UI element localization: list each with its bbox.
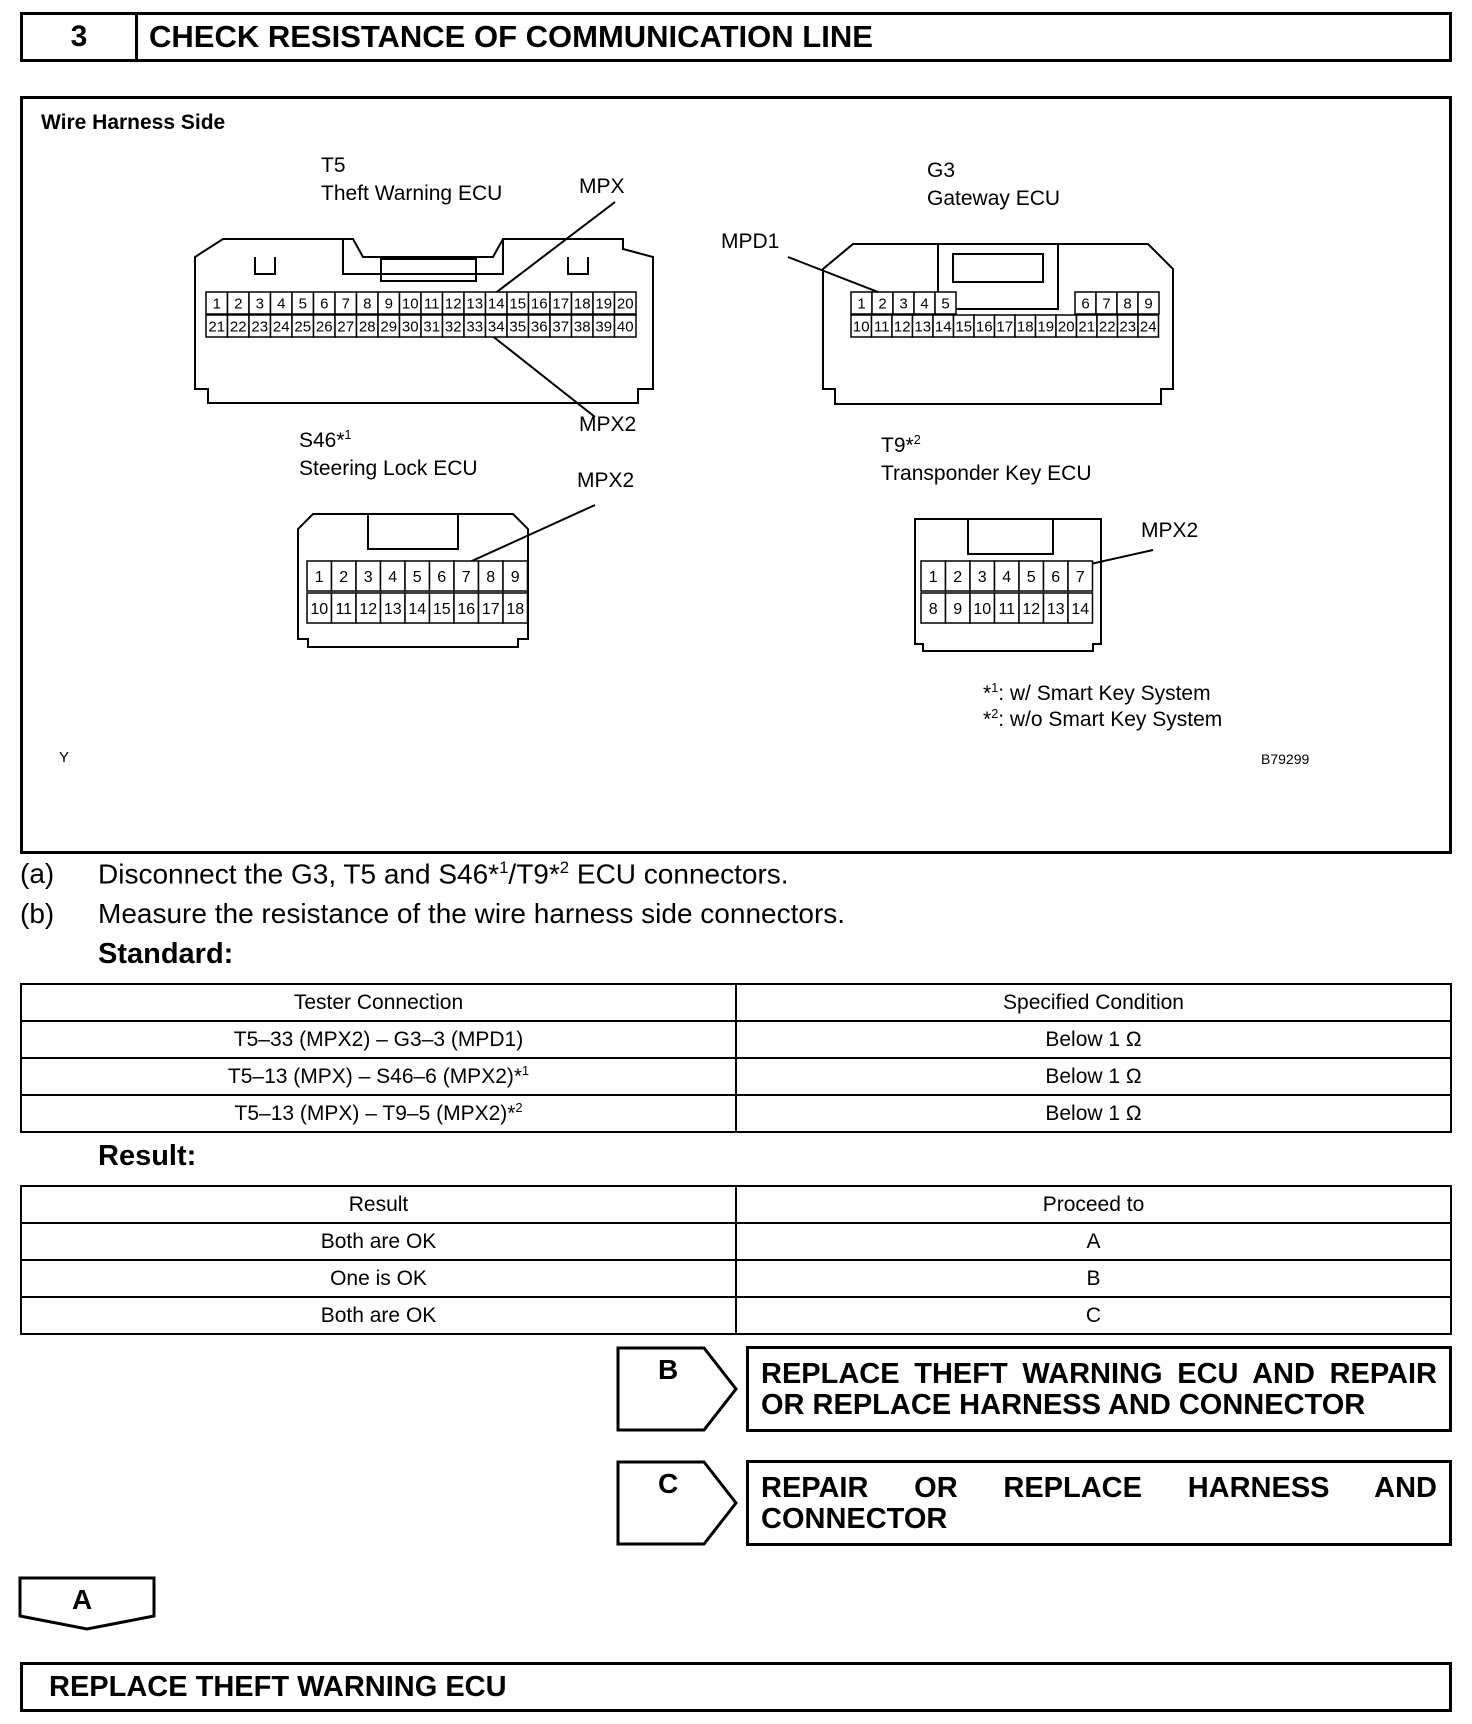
- pin-number: 1: [857, 295, 866, 313]
- condition-cell: Below 1 Ω: [736, 1058, 1451, 1095]
- connector-diagram: [23, 99, 1449, 851]
- pin-number: 35: [509, 318, 527, 336]
- pin-number: 8: [1123, 295, 1132, 313]
- next-step-header: REPLACE THEFT WARNING ECU: [20, 1662, 1452, 1712]
- branch-c-action: [746, 1460, 1452, 1546]
- proceed-cell: A: [736, 1223, 1451, 1260]
- pin-number: 16: [457, 600, 476, 618]
- pin-number: 15: [509, 295, 527, 313]
- pin-number: 2: [234, 295, 243, 313]
- g3-mpd1-label: MPD1: [721, 230, 780, 253]
- pin-number: 13: [1046, 600, 1065, 618]
- pin-number: 4: [277, 295, 286, 313]
- pin-number: 5: [941, 295, 950, 313]
- pin-number: 2: [878, 295, 887, 313]
- pin-number: 10: [852, 318, 870, 336]
- pin-number: 24: [1139, 318, 1157, 336]
- instruction-b-label: (b): [20, 898, 55, 929]
- table-row: [21, 1021, 1451, 1058]
- step-number: 3: [23, 15, 138, 59]
- pin-number: 36: [530, 318, 548, 336]
- pin-number: 11: [423, 295, 440, 313]
- pin-number: 19: [595, 295, 613, 313]
- pin-number: 6: [1051, 568, 1061, 586]
- pin-number: 18: [506, 600, 525, 618]
- pin-number: 8: [486, 568, 496, 586]
- pin-number: 6: [437, 568, 447, 586]
- pin-number: 7: [341, 295, 350, 313]
- pin-number: 13: [383, 600, 402, 618]
- s46-mpx2-label: MPX2: [577, 469, 635, 492]
- pin-number: 3: [363, 568, 373, 586]
- step-header: [20, 12, 1452, 62]
- figure-id: B79299: [1261, 751, 1310, 767]
- pin-number: 4: [920, 295, 929, 313]
- s46-pin-grid: [307, 561, 528, 623]
- pin-number: 3: [977, 568, 987, 586]
- branch-c-letter: C: [658, 1468, 679, 1499]
- result-cell: Both are OK: [21, 1223, 736, 1260]
- pin-number: 15: [432, 600, 451, 618]
- t5-mpx2-label: MPX2: [579, 413, 637, 436]
- condition-cell: Below 1 Ω: [736, 1021, 1451, 1058]
- t9-mpx2-label: MPX2: [1141, 519, 1199, 542]
- standard-label: Standard:: [98, 938, 234, 970]
- table-row: [21, 1223, 1451, 1260]
- pin-number: 34: [487, 318, 505, 336]
- t9-pin-grid: [921, 561, 1093, 623]
- pin-number: 14: [934, 318, 952, 336]
- pin-number: 14: [487, 295, 505, 313]
- pin-number: 6: [320, 295, 329, 313]
- footnote-1: *$^1$: w/ Smart Key System: [983, 681, 1211, 705]
- pin-number: 11: [873, 318, 890, 336]
- pin-number: 12: [444, 295, 462, 313]
- g3-pin-grid: [851, 292, 1159, 337]
- pin-number: 17: [481, 600, 500, 618]
- table-row: [21, 1260, 1451, 1297]
- instruction-a-text: Disconnect the G3, T5 and S46*$^1$/T9*$^2$ ECU connectors.: [98, 858, 789, 890]
- pin-number: 11: [998, 600, 1016, 618]
- pin-number: 22: [229, 318, 247, 336]
- pin-number: 27: [337, 318, 355, 336]
- branch-b-line-1: REPLACE THEFT WARNING ECU AND REPAIR: [761, 1358, 1437, 1390]
- pin-number: 1: [928, 568, 938, 586]
- pin-number: 18: [1016, 318, 1034, 336]
- pin-number: 11: [335, 600, 353, 618]
- pin-number: 6: [1081, 295, 1090, 313]
- pin-number: 2: [953, 568, 963, 586]
- pin-number: 16: [530, 295, 548, 313]
- instruction-b-text: Measure the resistance of the wire harness side connectors.: [98, 898, 846, 929]
- g3-name: Gateway ECU: [927, 187, 1061, 210]
- result-cell: Both are OK: [21, 1297, 736, 1334]
- pin-number: 5: [298, 295, 307, 313]
- pin-number: 14: [1071, 600, 1090, 618]
- pin-number: 37: [552, 318, 570, 336]
- branch-c-line-1: REPAIR OR REPLACE HARNESS AND: [761, 1472, 1437, 1504]
- t5-code: T5: [321, 154, 346, 177]
- pin-number: 32: [444, 318, 462, 336]
- g3-code: G3: [927, 159, 956, 182]
- step-title: CHECK RESISTANCE OF COMMUNICATION LINE: [149, 19, 873, 54]
- result-cell: One is OK: [21, 1260, 736, 1297]
- pin-number: 18: [573, 295, 591, 313]
- pin-number: 10: [973, 600, 992, 618]
- pin-number: 10: [310, 600, 329, 618]
- pin-number: 7: [1075, 568, 1085, 586]
- footnote-2: *$^2$: w/o Smart Key System: [983, 707, 1223, 731]
- pin-number: 14: [408, 600, 427, 618]
- t9-name: Transponder Key ECU: [881, 462, 1092, 485]
- branch-b-letter: B: [658, 1354, 679, 1385]
- pin-number: 23: [1119, 318, 1137, 336]
- tester-connection-cell: T5–13 (MPX) – S46–6 (MPX2)*$^1$: [21, 1058, 736, 1095]
- pin-number: 28: [358, 318, 376, 336]
- proceed-cell: B: [736, 1260, 1451, 1297]
- pin-number: 39: [595, 318, 613, 336]
- result-table: [20, 1185, 1452, 1335]
- pin-number: 21: [208, 318, 226, 336]
- t5-name: Theft Warning ECU: [321, 182, 503, 205]
- pin-number: 21: [1078, 318, 1096, 336]
- table-header-row: [21, 984, 1451, 1021]
- pin-number: 29: [380, 318, 398, 336]
- header-proceed-to: Proceed to: [736, 1186, 1451, 1223]
- pin-number: 13: [466, 295, 484, 313]
- figure-heading: Wire Harness Side: [41, 111, 226, 134]
- branch-c-line-2: CONNECTOR: [761, 1503, 948, 1535]
- tester-connection-cell: T5–33 (MPX2) – G3–3 (MPD1): [21, 1021, 736, 1058]
- header-tester-connection: Tester Connection: [21, 984, 736, 1021]
- pin-number: 31: [423, 318, 441, 336]
- pin-number: 20: [616, 295, 634, 313]
- condition-cell: Below 1 Ω: [736, 1095, 1451, 1132]
- branch-b-action: [746, 1346, 1452, 1432]
- tester-connection-cell: T5–13 (MPX) – T9–5 (MPX2)*$^2$: [21, 1095, 736, 1132]
- pin-number: 20: [1057, 318, 1075, 336]
- pin-number: 3: [899, 295, 908, 313]
- pin-number: 9: [510, 568, 520, 586]
- t9-code: T9*$^2$: [881, 433, 921, 457]
- pin-number: 1: [212, 295, 221, 313]
- pin-number: 30: [401, 318, 419, 336]
- pin-number: 4: [1002, 568, 1012, 586]
- pin-number: 4: [388, 568, 398, 586]
- pin-number: 26: [315, 318, 333, 336]
- pin-number: 10: [401, 295, 419, 313]
- pin-number: 5: [1026, 568, 1036, 586]
- pin-number: 38: [573, 318, 591, 336]
- pin-number: 17: [552, 295, 570, 313]
- pin-number: 17: [996, 318, 1014, 336]
- s46-code: S46*$^1$: [299, 428, 352, 452]
- pin-number: 7: [461, 568, 471, 586]
- proceed-cell: C: [736, 1297, 1451, 1334]
- pin-number: 12: [359, 600, 378, 618]
- pin-number: 9: [1144, 295, 1153, 313]
- pin-number: 3: [255, 295, 264, 313]
- header-result: Result: [21, 1186, 736, 1223]
- branch-b-line-2: OR REPLACE HARNESS AND CONNECTOR: [761, 1389, 1366, 1421]
- pin-number: 1: [314, 568, 324, 586]
- pin-number: 8: [363, 295, 372, 313]
- table-row: [21, 1095, 1451, 1132]
- pin-number: 25: [294, 318, 312, 336]
- pin-number: 9: [953, 600, 963, 618]
- pin-number: 2: [339, 568, 349, 586]
- branch-a-letter: A: [72, 1584, 93, 1615]
- pin-number: 12: [893, 318, 911, 336]
- pin-number: 23: [251, 318, 269, 336]
- result-label: Result:: [98, 1140, 197, 1172]
- standard-table: [20, 983, 1452, 1133]
- instruction-a-label: (a): [20, 858, 55, 889]
- pin-number: 40: [616, 318, 634, 336]
- t5-pin-grid: [206, 292, 636, 337]
- header-specified-condition: Specified Condition: [736, 984, 1451, 1021]
- pin-number: 13: [914, 318, 932, 336]
- pin-number: 33: [466, 318, 484, 336]
- pin-number: 22: [1098, 318, 1116, 336]
- pin-number: 19: [1037, 318, 1055, 336]
- pin-number: 8: [928, 600, 938, 618]
- connector-figure: [20, 96, 1452, 854]
- figure-corner-label: Y: [59, 749, 70, 766]
- pin-number: 16: [975, 318, 993, 336]
- s46-name: Steering Lock ECU: [299, 457, 478, 480]
- table-row: [21, 1297, 1451, 1334]
- pin-number: 9: [384, 295, 393, 313]
- t5-mpx-label: MPX: [579, 175, 625, 198]
- table-row: [21, 1058, 1451, 1095]
- pin-number: 24: [272, 318, 290, 336]
- pin-number: 5: [412, 568, 422, 586]
- table-header-row: [21, 1186, 1451, 1223]
- pin-number: 7: [1102, 295, 1111, 313]
- pin-number: 12: [1022, 600, 1041, 618]
- pin-number: 15: [955, 318, 973, 336]
